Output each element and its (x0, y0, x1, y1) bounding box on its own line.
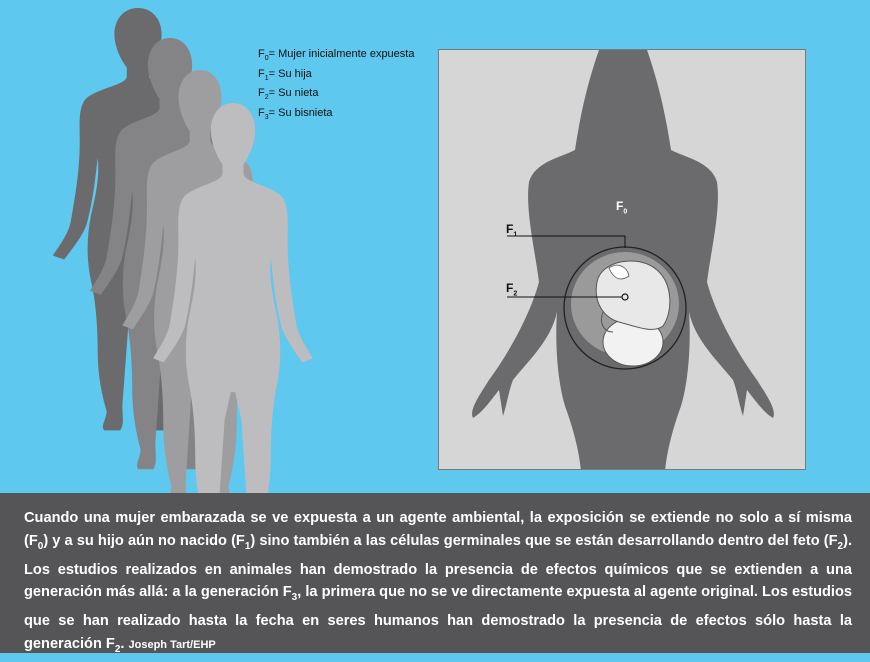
legend-item-f1: $F_1= Su$ hija (258, 67, 312, 82)
label-f1: $F_1$ (506, 222, 518, 239)
legend-item-f0: $F_0=$ Mujer inicialmente expuesta (258, 48, 415, 63)
generation-legend (258, 47, 414, 126)
image-credit: Joseph Tart/EHP (128, 638, 216, 651)
label-f0: $F_0$ (616, 199, 628, 216)
legend-item-f3: $F_3= Su$ bisnieta (258, 107, 333, 122)
label-f2: $F_2$ (506, 281, 518, 298)
legend-item-f2: $F_2= Su$ nieta (258, 87, 319, 102)
pregnant-woman-illustration (439, 50, 806, 470)
pregnancy-inset (438, 49, 806, 470)
caption-text: Cuando una mujer embarazada se ve expuesta a un agente ambiental, la exposición se extiende no solo a sí misma $(F_0)$ y a su hijo aún no nacido $(F_1)$ sino también a las células germinales que se están desarrollando dentro del feto $(F_2)$. Los estudios realizados en animales han demostrado la presencia de efectos químicos que se extienden a una generación más allá: a la generación $F_3$, la primera que no se ve directamente expuesta al agente original. Los estudios que se han realizado hasta la fecha en seres humanos han demostrado la presencia de efectos sólo hasta la generación $F_2$. Joseph Tart/EHP (0, 493, 870, 653)
